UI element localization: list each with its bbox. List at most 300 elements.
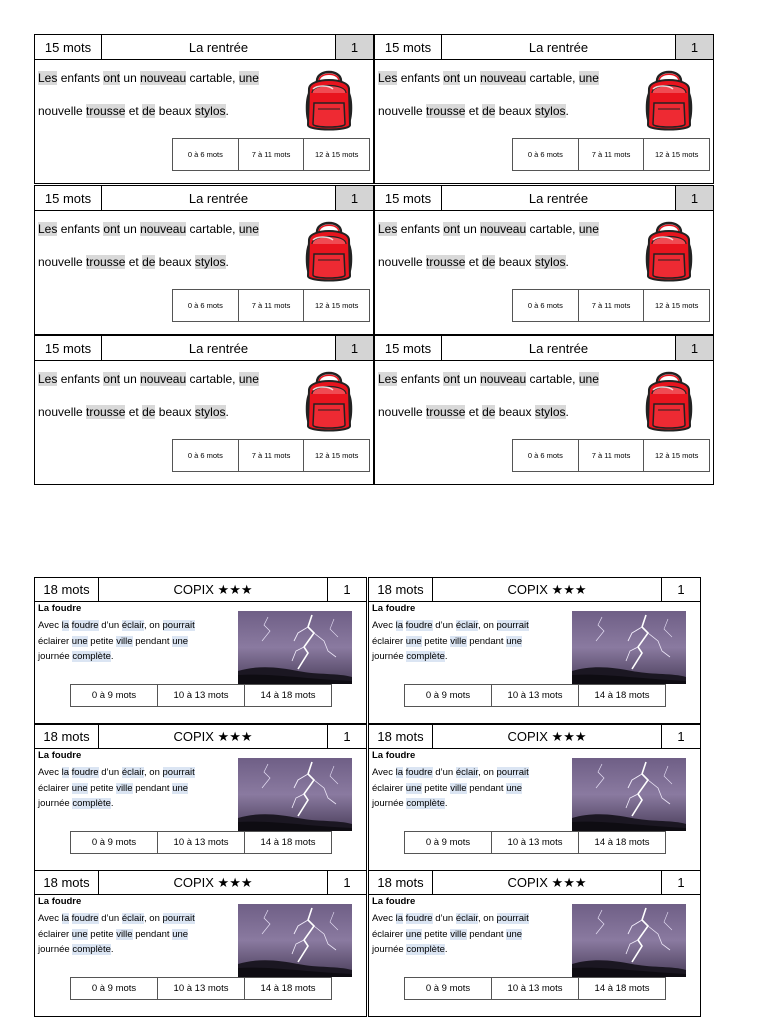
card-header (375, 35, 713, 60)
card-header (369, 725, 700, 749)
text-segment: enfants (397, 372, 444, 386)
highlighted-word: nouveau (140, 372, 187, 386)
highlighted-word: complète (72, 944, 111, 955)
text-line-2 (38, 104, 229, 118)
highlighted-word: nouveau (480, 372, 527, 386)
highlighted-word: une (238, 71, 259, 85)
backpack-icon (303, 368, 355, 436)
highlighted-word: de (482, 104, 496, 118)
text-segment: journée (372, 944, 407, 955)
text-line-1 (38, 372, 259, 386)
scale-low: 0 à 9 mots (71, 832, 158, 853)
text-segment: enfants (397, 222, 444, 236)
text-line-1 (38, 765, 233, 781)
highlighted-word: éclair (455, 767, 479, 778)
word-scale (172, 439, 370, 472)
text-segment: . (444, 798, 448, 809)
text-segment: nouvelle (38, 255, 87, 269)
text-line-3 (372, 649, 567, 665)
text-segment: , on (478, 767, 497, 778)
highlighted-word: stylos (534, 104, 566, 118)
word-count: 18 mots (35, 725, 99, 748)
highlighted-word: pourrait (496, 620, 529, 631)
card-title: La rentrée (102, 35, 336, 59)
text-line-1 (372, 765, 567, 781)
highlighted-word: la (61, 620, 69, 631)
scale-high: 14 à 18 mots (594, 690, 650, 701)
highlighted-word: stylos (194, 104, 226, 118)
copix-card (368, 724, 701, 871)
highlighted-word: foudre (405, 767, 433, 778)
card-number: 1 (343, 582, 351, 597)
highlighted-word: la (61, 767, 69, 778)
highlighted-word: de (142, 255, 156, 269)
text-segment: et (125, 255, 143, 269)
backpack-icon (643, 67, 695, 135)
text-segment: pendant (132, 928, 173, 940)
text-segment: éclairer (38, 782, 72, 794)
text-title: La foudre (372, 750, 416, 761)
text-line-1 (38, 71, 259, 85)
text-segment: pendant (466, 782, 507, 794)
highlighted-word: complète (406, 651, 445, 662)
text-segment: . (110, 798, 114, 809)
card-title: La rentrée (442, 35, 676, 59)
card-number: 1 (676, 336, 713, 360)
scale-low: 0 à 6 mots (173, 139, 239, 170)
text-segment: et (465, 104, 483, 118)
text-line-1 (378, 372, 599, 386)
text-line-2 (378, 104, 569, 118)
card-header (35, 578, 366, 602)
scale-low: 0 à 6 mots (173, 290, 239, 321)
highlighted-word: une (506, 928, 523, 940)
card-number: 1 (676, 35, 713, 59)
text-segment: nouvelle (378, 104, 427, 118)
highlighted-word: la (395, 913, 403, 924)
card-number: 1 (343, 729, 351, 744)
text-body (38, 618, 233, 665)
word-scale (172, 289, 370, 322)
text-segment: . (565, 255, 569, 269)
text-segment: et (125, 405, 143, 419)
highlighted-word: ont (443, 222, 461, 236)
highlighted-word: éclair (121, 620, 145, 631)
text-segment: un (460, 71, 481, 85)
word-scale (70, 684, 332, 707)
text-line-2 (372, 927, 567, 943)
word-count: 15 mots (35, 336, 102, 360)
scale-high: 14 à 18 mots (594, 837, 650, 848)
backpack-icon (303, 218, 355, 286)
text-segment: petite (421, 782, 451, 794)
highlighted-word: stylos (194, 405, 226, 419)
word-count: 18 mots (35, 871, 99, 894)
text-segment: beaux (155, 405, 195, 419)
text-body (372, 765, 567, 812)
highlighted-word: une (172, 782, 189, 794)
highlighted-word: foudre (405, 913, 433, 924)
card-header (35, 725, 366, 749)
scale-mid: 7 à 11 mots (579, 440, 645, 471)
highlighted-word: stylos (534, 405, 566, 419)
highlighted-word: de (142, 104, 156, 118)
word-count: 18 mots (35, 578, 99, 601)
scale-low: 0 à 9 mots (71, 685, 158, 706)
highlighted-word: une (172, 928, 189, 940)
text-segment: pendant (132, 782, 173, 794)
highlighted-word: une (238, 372, 259, 386)
word-scale (404, 831, 666, 854)
word-count: 15 mots (375, 336, 442, 360)
text-title: La foudre (38, 896, 82, 907)
card-header (35, 871, 366, 895)
highlighted-word: complète (72, 798, 111, 809)
highlighted-word: la (395, 767, 403, 778)
text-title: La foudre (38, 603, 82, 614)
highlighted-word: Les (38, 372, 58, 386)
scale-low: 0 à 6 mots (513, 290, 579, 321)
card-number: 1 (336, 35, 373, 59)
rentree-card (34, 34, 374, 184)
lightning-photo (238, 758, 352, 831)
highlighted-word: Les (378, 222, 398, 236)
scale-mid: 10 à 13 mots (158, 685, 245, 706)
highlighted-word: ville (450, 782, 467, 794)
backpack-icon (643, 218, 695, 286)
text-body (38, 911, 233, 958)
highlighted-word: éclair (121, 913, 145, 924)
highlighted-word: trousse (86, 255, 126, 269)
text-segment: un (460, 222, 481, 236)
card-title: La rentrée (102, 336, 336, 360)
text-segment: un (120, 222, 141, 236)
text-line-2 (372, 781, 567, 797)
text-body (38, 765, 233, 812)
text-line-1 (372, 618, 567, 634)
word-count: 15 mots (35, 186, 102, 210)
text-line-2 (38, 405, 229, 419)
scale-high: 12 à 15 mots (655, 451, 699, 460)
text-line-2 (38, 927, 233, 943)
copix-card (368, 577, 701, 724)
lightning-photo (238, 904, 352, 977)
highlighted-word: ville (116, 928, 133, 940)
card-header (369, 578, 700, 602)
scale-high: 14 à 18 mots (260, 983, 316, 994)
text-segment: éclairer (38, 928, 72, 940)
card-header (375, 336, 713, 361)
scale-low: 0 à 9 mots (71, 978, 158, 999)
text-segment: . (444, 651, 448, 662)
text-segment: éclairer (372, 635, 406, 647)
scale-mid: 7 à 11 mots (579, 290, 645, 321)
rentree-card (374, 34, 714, 184)
text-segment: journée (38, 944, 73, 955)
highlighted-word: pourrait (162, 913, 195, 924)
highlighted-word: trousse (426, 255, 466, 269)
text-segment: d’un (98, 620, 122, 631)
text-line-3 (38, 796, 233, 812)
highlighted-word: une (238, 222, 259, 236)
highlighted-word: une (578, 372, 599, 386)
highlighted-word: complète (72, 651, 111, 662)
word-scale (512, 289, 710, 322)
card-number: 1 (336, 186, 373, 210)
text-line-2 (378, 405, 569, 419)
scale-high: 12 à 15 mots (315, 451, 359, 460)
text-segment: enfants (57, 372, 104, 386)
text-segment: nouvelle (378, 255, 427, 269)
lightning-photo (572, 758, 686, 831)
copix-card (34, 577, 367, 724)
text-segment: nouvelle (378, 405, 427, 419)
text-segment: nouvelle (38, 405, 87, 419)
highlighted-word: Les (378, 71, 398, 85)
highlighted-word: éclair (455, 913, 479, 924)
text-segment: pendant (466, 635, 507, 647)
text-segment: un (120, 372, 141, 386)
text-line-2 (38, 781, 233, 797)
text-segment: . (110, 651, 114, 662)
highlighted-word: nouveau (140, 222, 187, 236)
scale-high: 12 à 15 mots (315, 150, 359, 159)
text-line-2 (38, 255, 229, 269)
highlighted-word: Les (38, 71, 58, 85)
scale-high: 14 à 18 mots (260, 837, 316, 848)
highlighted-word: ville (116, 782, 133, 794)
copix-card (34, 724, 367, 871)
scale-mid: 7 à 11 mots (239, 290, 305, 321)
text-title: La foudre (372, 603, 416, 614)
word-scale (70, 831, 332, 854)
text-segment: d’un (98, 913, 122, 924)
card-title: La rentrée (102, 186, 336, 210)
highlighted-word: pourrait (162, 620, 195, 631)
text-segment: , on (144, 913, 163, 924)
highlighted-word: foudre (71, 767, 99, 778)
word-count: 15 mots (375, 186, 442, 210)
scale-mid: 10 à 13 mots (492, 685, 579, 706)
text-line-3 (38, 942, 233, 958)
card-title: La rentrée (442, 336, 676, 360)
text-segment: petite (421, 635, 451, 647)
text-segment: . (565, 104, 569, 118)
text-segment: . (565, 405, 569, 419)
copix-card (368, 870, 701, 1017)
word-scale (70, 977, 332, 1000)
scale-mid: 10 à 13 mots (492, 832, 579, 853)
text-segment: beaux (155, 104, 195, 118)
text-segment: d’un (432, 620, 456, 631)
card-number: 1 (343, 875, 351, 890)
text-segment: et (125, 104, 143, 118)
text-line-3 (372, 796, 567, 812)
highlighted-word: de (482, 255, 496, 269)
text-segment: journée (38, 798, 73, 809)
card-header (35, 186, 373, 211)
copix-card (34, 870, 367, 1017)
highlighted-word: stylos (534, 255, 566, 269)
text-segment: cartable, (526, 222, 579, 236)
text-segment: Avec (38, 620, 62, 631)
scale-mid: 7 à 11 mots (239, 440, 305, 471)
text-segment: . (225, 405, 229, 419)
text-segment: d’un (432, 767, 456, 778)
card-title: COPIX ★★★ (433, 578, 662, 601)
highlighted-word: foudre (405, 620, 433, 631)
highlighted-word: une (172, 635, 189, 647)
highlighted-word: la (61, 913, 69, 924)
highlighted-word: nouveau (480, 222, 527, 236)
text-segment: enfants (57, 222, 104, 236)
word-count: 18 mots (369, 578, 433, 601)
text-segment: nouvelle (38, 104, 87, 118)
text-line-3 (372, 942, 567, 958)
lightning-photo (572, 611, 686, 684)
highlighted-word: une (71, 928, 88, 940)
text-segment: Avec (372, 620, 396, 631)
highlighted-word: ville (116, 635, 133, 647)
rentree-card (374, 335, 714, 485)
lightning-photo (572, 904, 686, 977)
highlighted-word: trousse (86, 405, 126, 419)
text-segment: , on (478, 913, 497, 924)
text-segment: éclairer (372, 928, 406, 940)
text-title: La foudre (372, 896, 416, 907)
text-segment: . (225, 255, 229, 269)
text-segment: Avec (38, 913, 62, 924)
card-title: COPIX ★★★ (433, 871, 662, 894)
highlighted-word: Les (38, 222, 58, 236)
text-body (372, 911, 567, 958)
word-scale (512, 439, 710, 472)
text-line-1 (378, 222, 599, 236)
text-segment: Avec (372, 767, 396, 778)
highlighted-word: éclair (455, 620, 479, 631)
highlighted-word: pourrait (496, 913, 529, 924)
word-scale (404, 684, 666, 707)
highlighted-word: ville (450, 928, 467, 940)
highlighted-word: complète (406, 798, 445, 809)
card-number: 1 (676, 186, 713, 210)
highlighted-word: une (578, 222, 599, 236)
text-line-3 (38, 649, 233, 665)
text-segment: enfants (57, 71, 104, 85)
word-count: 15 mots (35, 35, 102, 59)
highlighted-word: ville (450, 635, 467, 647)
text-segment: et (465, 405, 483, 419)
lightning-photo (238, 611, 352, 684)
text-line-1 (38, 618, 233, 634)
highlighted-word: foudre (71, 913, 99, 924)
highlighted-word: complète (406, 944, 445, 955)
highlighted-word: pourrait (162, 767, 195, 778)
word-scale (512, 138, 710, 171)
text-line-1 (378, 71, 599, 85)
highlighted-word: de (142, 405, 156, 419)
text-segment: cartable, (186, 372, 239, 386)
text-line-1 (372, 911, 567, 927)
text-segment: journée (372, 798, 407, 809)
text-line-1 (38, 222, 259, 236)
highlighted-word: une (71, 782, 88, 794)
highlighted-word: éclair (121, 767, 145, 778)
text-segment: pendant (132, 635, 173, 647)
text-segment: Avec (38, 767, 62, 778)
card-number: 1 (677, 582, 685, 597)
card-header (375, 186, 713, 211)
card-header (35, 336, 373, 361)
text-segment: petite (421, 928, 451, 940)
scale-low: 0 à 9 mots (405, 685, 492, 706)
text-segment: . (444, 944, 448, 955)
text-segment: . (225, 104, 229, 118)
text-segment: cartable, (526, 372, 579, 386)
word-scale (404, 977, 666, 1000)
scale-mid: 10 à 13 mots (158, 832, 245, 853)
highlighted-word: une (405, 928, 422, 940)
rentree-card (34, 185, 374, 335)
word-scale (172, 138, 370, 171)
text-segment: d’un (98, 767, 122, 778)
text-segment: beaux (495, 255, 535, 269)
backpack-icon (303, 67, 355, 135)
text-segment: beaux (155, 255, 195, 269)
scale-high: 14 à 18 mots (594, 983, 650, 994)
card-title: La rentrée (442, 186, 676, 210)
text-segment: pendant (466, 928, 507, 940)
text-segment: journée (38, 651, 73, 662)
scale-high: 12 à 15 mots (655, 301, 699, 310)
highlighted-word: stylos (194, 255, 226, 269)
text-segment: un (460, 372, 481, 386)
rentree-card (374, 185, 714, 335)
text-segment: éclairer (372, 782, 406, 794)
card-number: 1 (677, 875, 685, 890)
highlighted-word: ont (443, 71, 461, 85)
highlighted-word: une (506, 635, 523, 647)
highlighted-word: pourrait (496, 767, 529, 778)
highlighted-word: une (506, 782, 523, 794)
card-number: 1 (677, 729, 685, 744)
scale-high: 12 à 15 mots (315, 301, 359, 310)
text-title: La foudre (38, 750, 82, 761)
card-title: COPIX ★★★ (99, 725, 328, 748)
word-count: 18 mots (369, 871, 433, 894)
scale-low: 0 à 6 mots (513, 139, 579, 170)
card-title: COPIX ★★★ (99, 578, 328, 601)
text-segment: enfants (397, 71, 444, 85)
card-header (35, 35, 373, 60)
card-header (369, 871, 700, 895)
card-title: COPIX ★★★ (99, 871, 328, 894)
text-segment: éclairer (38, 635, 72, 647)
text-segment: cartable, (186, 222, 239, 236)
scale-mid: 7 à 11 mots (239, 139, 305, 170)
scale-mid: 10 à 13 mots (492, 978, 579, 999)
highlighted-word: nouveau (480, 71, 527, 85)
word-count: 18 mots (369, 725, 433, 748)
card-title: COPIX ★★★ (433, 725, 662, 748)
highlighted-word: ont (103, 222, 121, 236)
scale-low: 0 à 9 mots (405, 978, 492, 999)
word-count: 15 mots (375, 35, 442, 59)
text-segment: beaux (495, 405, 535, 419)
highlighted-word: foudre (71, 620, 99, 631)
text-line-2 (38, 634, 233, 650)
highlighted-word: ont (103, 71, 121, 85)
